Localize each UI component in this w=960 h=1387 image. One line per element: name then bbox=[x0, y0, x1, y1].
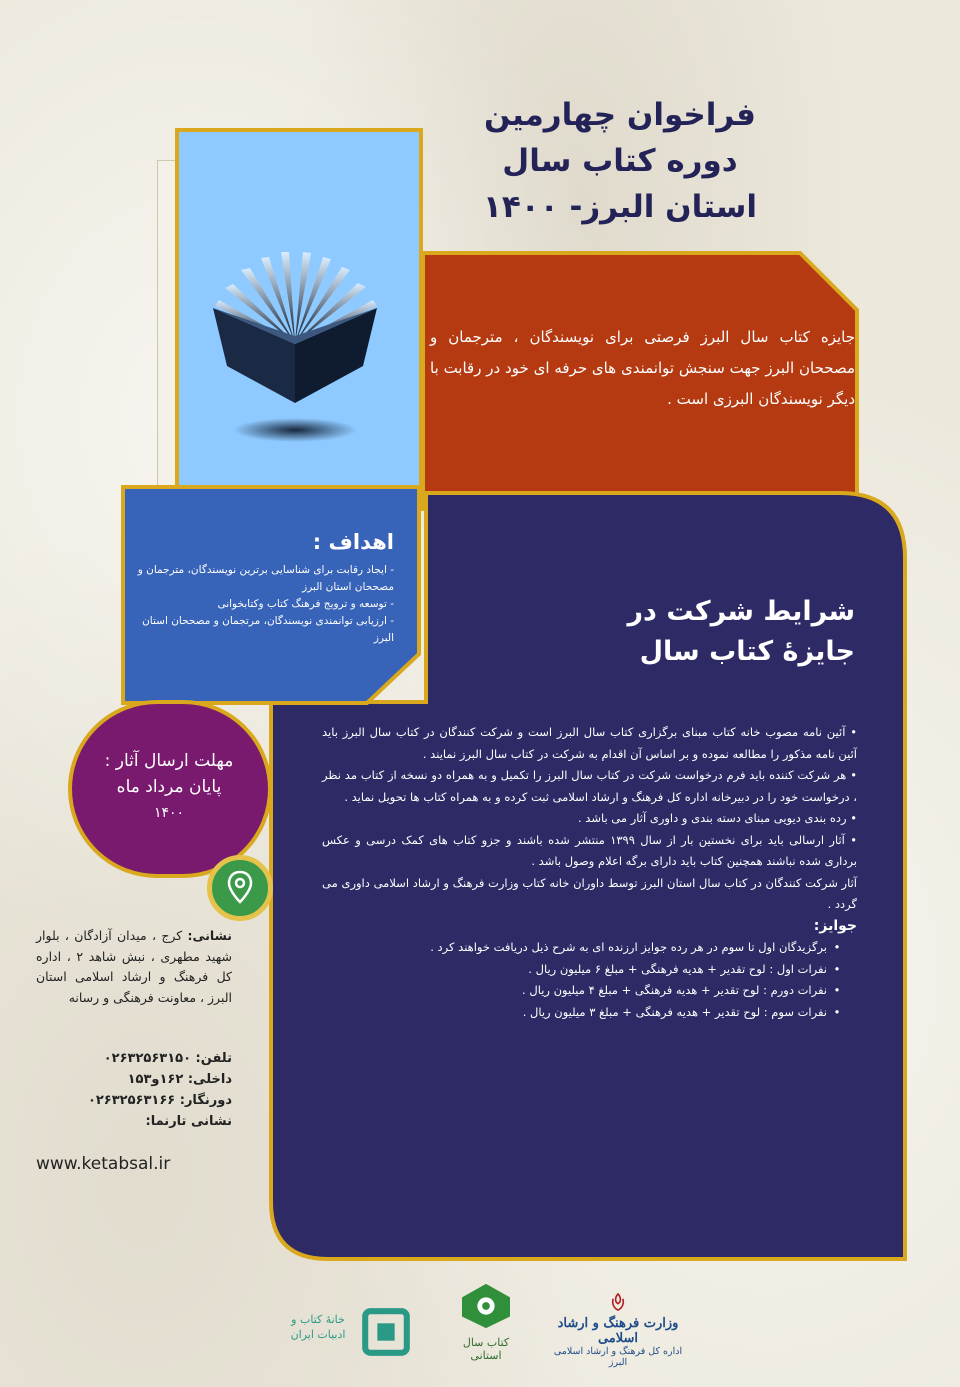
ketab-sal-text: کتاب سال استانی bbox=[462, 1336, 510, 1362]
condition-paragraph: • آثار ارسالی باید برای نخستین بار از سال ۱۳۹۹ منتشر شده باشند و جزو کتاب های کمک درسی و عکس برداری شده نباشند همچنین کتاب باید دارای برگه اعلام وصول باشد . bbox=[322, 832, 857, 868]
fax-value: ۰۲۶۳۲۵۶۳۱۶۶ bbox=[87, 1093, 176, 1108]
phone-label: تلفن: bbox=[195, 1051, 232, 1066]
ministry-logo bbox=[548, 1300, 688, 1370]
condition-paragraph: • آئین نامه مصوب خانه کتاب مبنای برگزاری کتاب سال البرز است و شرکت کنندگان در کتاب سال البرز باید آئین نامه مذکور را مطالعه نموده و بر اساس آن اقدام به شرکت در کتاب سال البرز نمایند . bbox=[322, 725, 857, 761]
ext-row bbox=[36, 1069, 232, 1090]
prize-text: نفرات دورم : لوح تقدیر + هدیه فرهنگی + مبلغ ۴ میلیون ریال . bbox=[522, 983, 827, 997]
goals-list bbox=[132, 562, 394, 647]
conditions-title-line-1: شرایط شرکت در bbox=[627, 596, 855, 627]
address-label: نشانی: bbox=[187, 928, 232, 943]
ministry-subtext: اداره کل فرهنگ و ارشاد اسلامی البرز bbox=[553, 1346, 683, 1368]
fax-row bbox=[36, 1090, 232, 1111]
prize-row bbox=[322, 980, 857, 1002]
condition-paragraph: آثار شرکت کنندگان در کتاب سال استان البرز توسط داوران خانه کتاب وزارت فرهنگ و ارشاد اسلامی داوری می گردد . bbox=[322, 875, 857, 911]
khane-ketab-logo bbox=[282, 1300, 412, 1370]
ministry-text: وزارت فرهنگ و ارشاد اسلامی bbox=[557, 1316, 679, 1346]
web-label: نشانی تارنما: bbox=[145, 1114, 232, 1129]
conditions-body bbox=[322, 722, 857, 1023]
address-block bbox=[36, 926, 232, 1008]
page-stack-decoration bbox=[157, 160, 175, 490]
ketab-sal-logo bbox=[446, 1300, 526, 1370]
phone-row bbox=[36, 1048, 232, 1069]
prizes-intro-text: برگزیدگان اول تا سوم در هر رده جوایز ارزنده ای به شرح ذیل دریافت خواهند کرد . bbox=[430, 940, 827, 954]
goal-item: - ارزیابی توانمندی نویسندگان، مرتجمان و مصححان استان البرز bbox=[142, 615, 394, 644]
location-pin-icon bbox=[212, 860, 268, 916]
condition-paragraph: • رده بندی دیویی مبنای دسته بندی و داوری آثار می باشد . bbox=[577, 811, 857, 825]
intro-text: جایزه کتاب سال البرز فرصتی برای نویسندگان ، مترجمان و مصححان البرز جهت سنجش توانمندی های حرفه ای خود در رقابت با دیگر نویسندگان البرزی است . bbox=[430, 328, 855, 408]
prize-row bbox=[322, 1002, 857, 1024]
ministry-emblem-icon bbox=[610, 1292, 626, 1312]
ketab-sal-emblem-icon bbox=[456, 1282, 516, 1330]
goal-item: - توسعه و ترویج فرهنگ کتاب وکتابخوانی bbox=[217, 598, 394, 610]
phone-value: ۰۲۶۳۲۵۶۳۱۵۰ bbox=[103, 1051, 192, 1066]
ext-label: داخلی: bbox=[187, 1072, 232, 1087]
conditions-title-line-2: جایزۀ کتاب سال bbox=[639, 636, 855, 667]
conditions-title bbox=[560, 592, 855, 672]
title-line-3: استان البرز- ۱۴۰۰ bbox=[482, 189, 758, 225]
deadline-line-1: مهلت ارسال آثار : bbox=[104, 751, 234, 771]
condition-paragraph: • هر شرکت کننده باید فرم درخواست شرکت در کتاب سال البرز را تکمیل و به همراه دو نسخه از کتاب مد نظر ، درخواست خود را در دبیرخانه اداره کل فرهنگ و ارشاد اسلامی ثبت کرده و به همراه کتاب ها تحویل نماید . bbox=[322, 768, 857, 804]
deadline-line-3: ۱۴۰۰ bbox=[153, 805, 185, 821]
deadline-line-2: پایان مرداد ماه bbox=[116, 777, 222, 797]
khane-ketab-text: خانۀ کتاب و ادبیات ایران bbox=[290, 1313, 346, 1341]
location-badge bbox=[207, 855, 273, 921]
contact-block bbox=[36, 1048, 232, 1132]
goals-title: اهداف : bbox=[312, 530, 394, 554]
website-link[interactable]: www.ketabsal.ir bbox=[36, 1154, 171, 1174]
prize-row bbox=[322, 959, 857, 981]
prizes-intro bbox=[322, 937, 857, 959]
prize-text: نفرات سوم : لوح تقدیر + هدیه فرهنگی + مبلغ ۳ میلیون ریال . bbox=[522, 1004, 827, 1019]
khane-ketab-emblem-icon bbox=[360, 1306, 412, 1358]
address-text: کرج ، میدان آزادگان ، بلوار شهید مطهری ، نبش شاهد ۲ ، اداره کل فرهنگ و ارشاد اسلامی استان البرز ، معاونت فرهنگی و رسانه bbox=[36, 928, 232, 1005]
open-book-icon bbox=[195, 248, 395, 448]
bullet-icon: • bbox=[833, 961, 841, 976]
bullet-icon: • bbox=[833, 1004, 841, 1019]
bullet-icon: • bbox=[833, 983, 841, 997]
prize-text: نفرات اول : لوح تقدیر + هدیه فرهنگی + مبلغ ۶ میلیون ریال . bbox=[528, 961, 827, 976]
deadline-text bbox=[76, 748, 262, 826]
bullet-icon: • bbox=[833, 940, 841, 954]
title-line-2: دوره کتاب سال bbox=[502, 143, 738, 179]
page-title bbox=[440, 92, 800, 230]
fax-label: دورنگار: bbox=[179, 1093, 232, 1108]
title-line-1: فراخوان چهارمین bbox=[484, 97, 756, 133]
ext-value: ۱۶۲و۱۵۳ bbox=[127, 1072, 184, 1087]
goal-item: - ایجاد رقابت برای شناسایی برترین نویسندگان، مترجمان و مصححان استان البرز bbox=[137, 564, 394, 593]
prizes-title: جوایز: bbox=[813, 917, 857, 934]
